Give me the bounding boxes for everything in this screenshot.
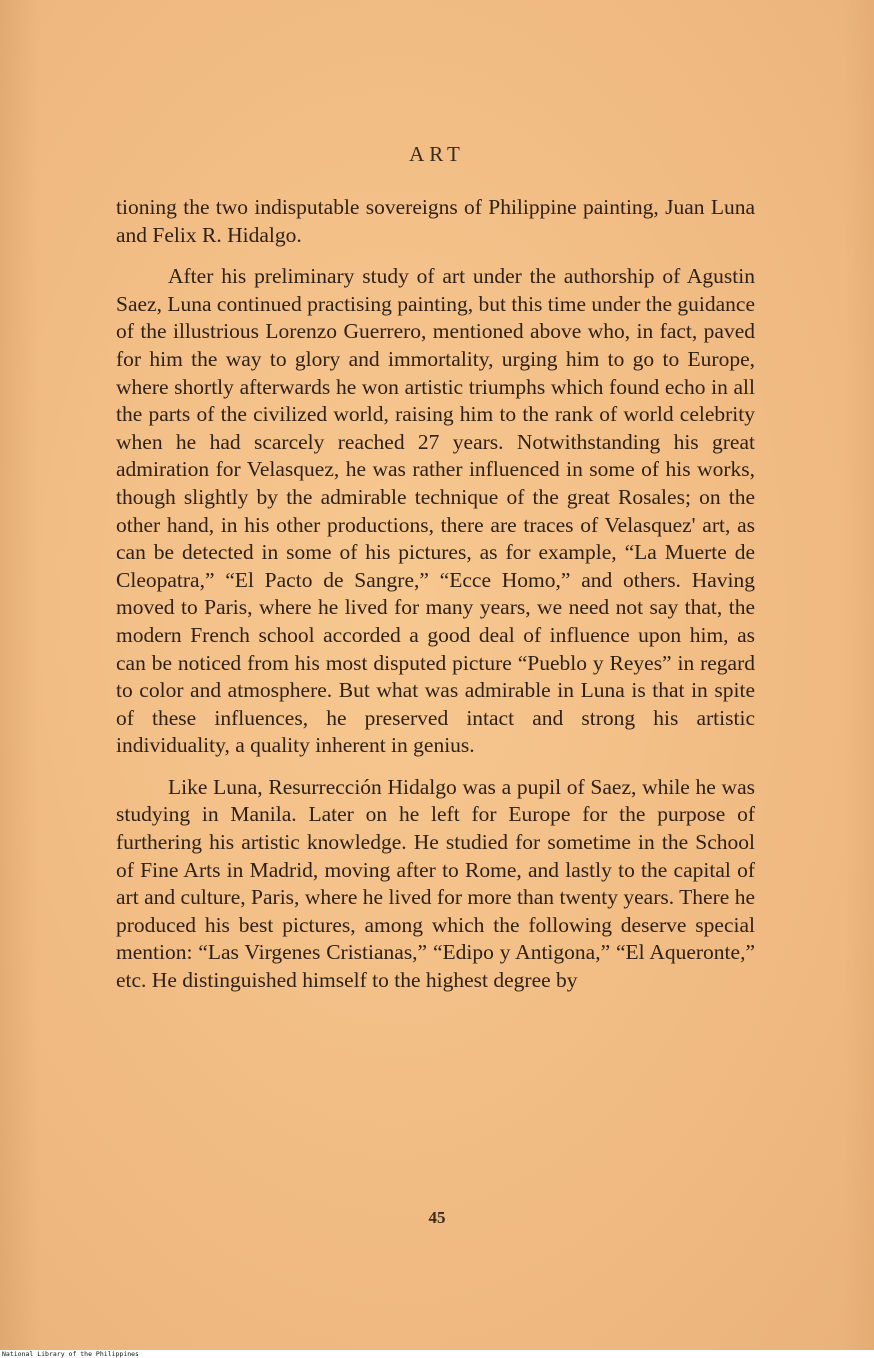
page-number: 45: [428, 1208, 446, 1227]
paragraph-luna: After his preliminary study of art under the authorship of Agustin Saez, Luna continued practising painting, but this time under the guidance of the illustrious Lorenzo Guerrero, mentioned above who, in fact, paved for him the way to glory and immortality, urging him to go to Europe, where shortly afterwards he won artistic triumphs which found echo in all the parts of the civilized world, raising him to the rank of world celebrity when he had scarcely reached 27 years. Notwithstanding his great admiration for Velasquez, he was rather influenced in some of his works, though slightly by the admirable technique of the great Rosales; on the other hand, in his other productions, there are traces of Velasquez' art, as can be detected in some of his pictures, as for example, “La Muerte de Cleopatra,” “El Pacto de Sangre,” “Ecce Homo,” and others. Having moved to Paris, where he lived for many years, we need not say that, the modern French school accorded a good deal of influence upon him, as can be noticed from his most disputed picture “Pueblo y Reyes” in regard to color and atmosphere. But what was admirable in Luna is that in spite of these influences, he preserved intact and strong his artistic individuality, a quality inherent in genius.: [116, 264, 755, 758]
running-head: ART: [409, 142, 465, 166]
body-text: [116, 194, 755, 995]
paragraph-hidalgo: Like Luna, Resurrección Hidalgo was a pupil of Saez, while he was studying in Manila. Later on he left for Europe for the purpose of furthering his artistic knowledge. He studied for sometime in the School of Fine Arts in Madrid, moving after to Rome, and lastly to the capital of art and culture, Paris, where he lived for more than twenty years. There he produced his best pictures, among which the following deserve special mention: “Las Virgenes Cristianas,” “Edipo y Antigona,” “El Aqueronte,” etc. He distinguished himself to the highest degree by: [116, 774, 755, 993]
paragraph-continuation: tioning the two indisputable sovereigns of Philippine painting, Juan Luna and Felix R. Hidalgo.: [116, 195, 755, 247]
library-credit: National Library of the Philippines: [2, 1350, 139, 1358]
